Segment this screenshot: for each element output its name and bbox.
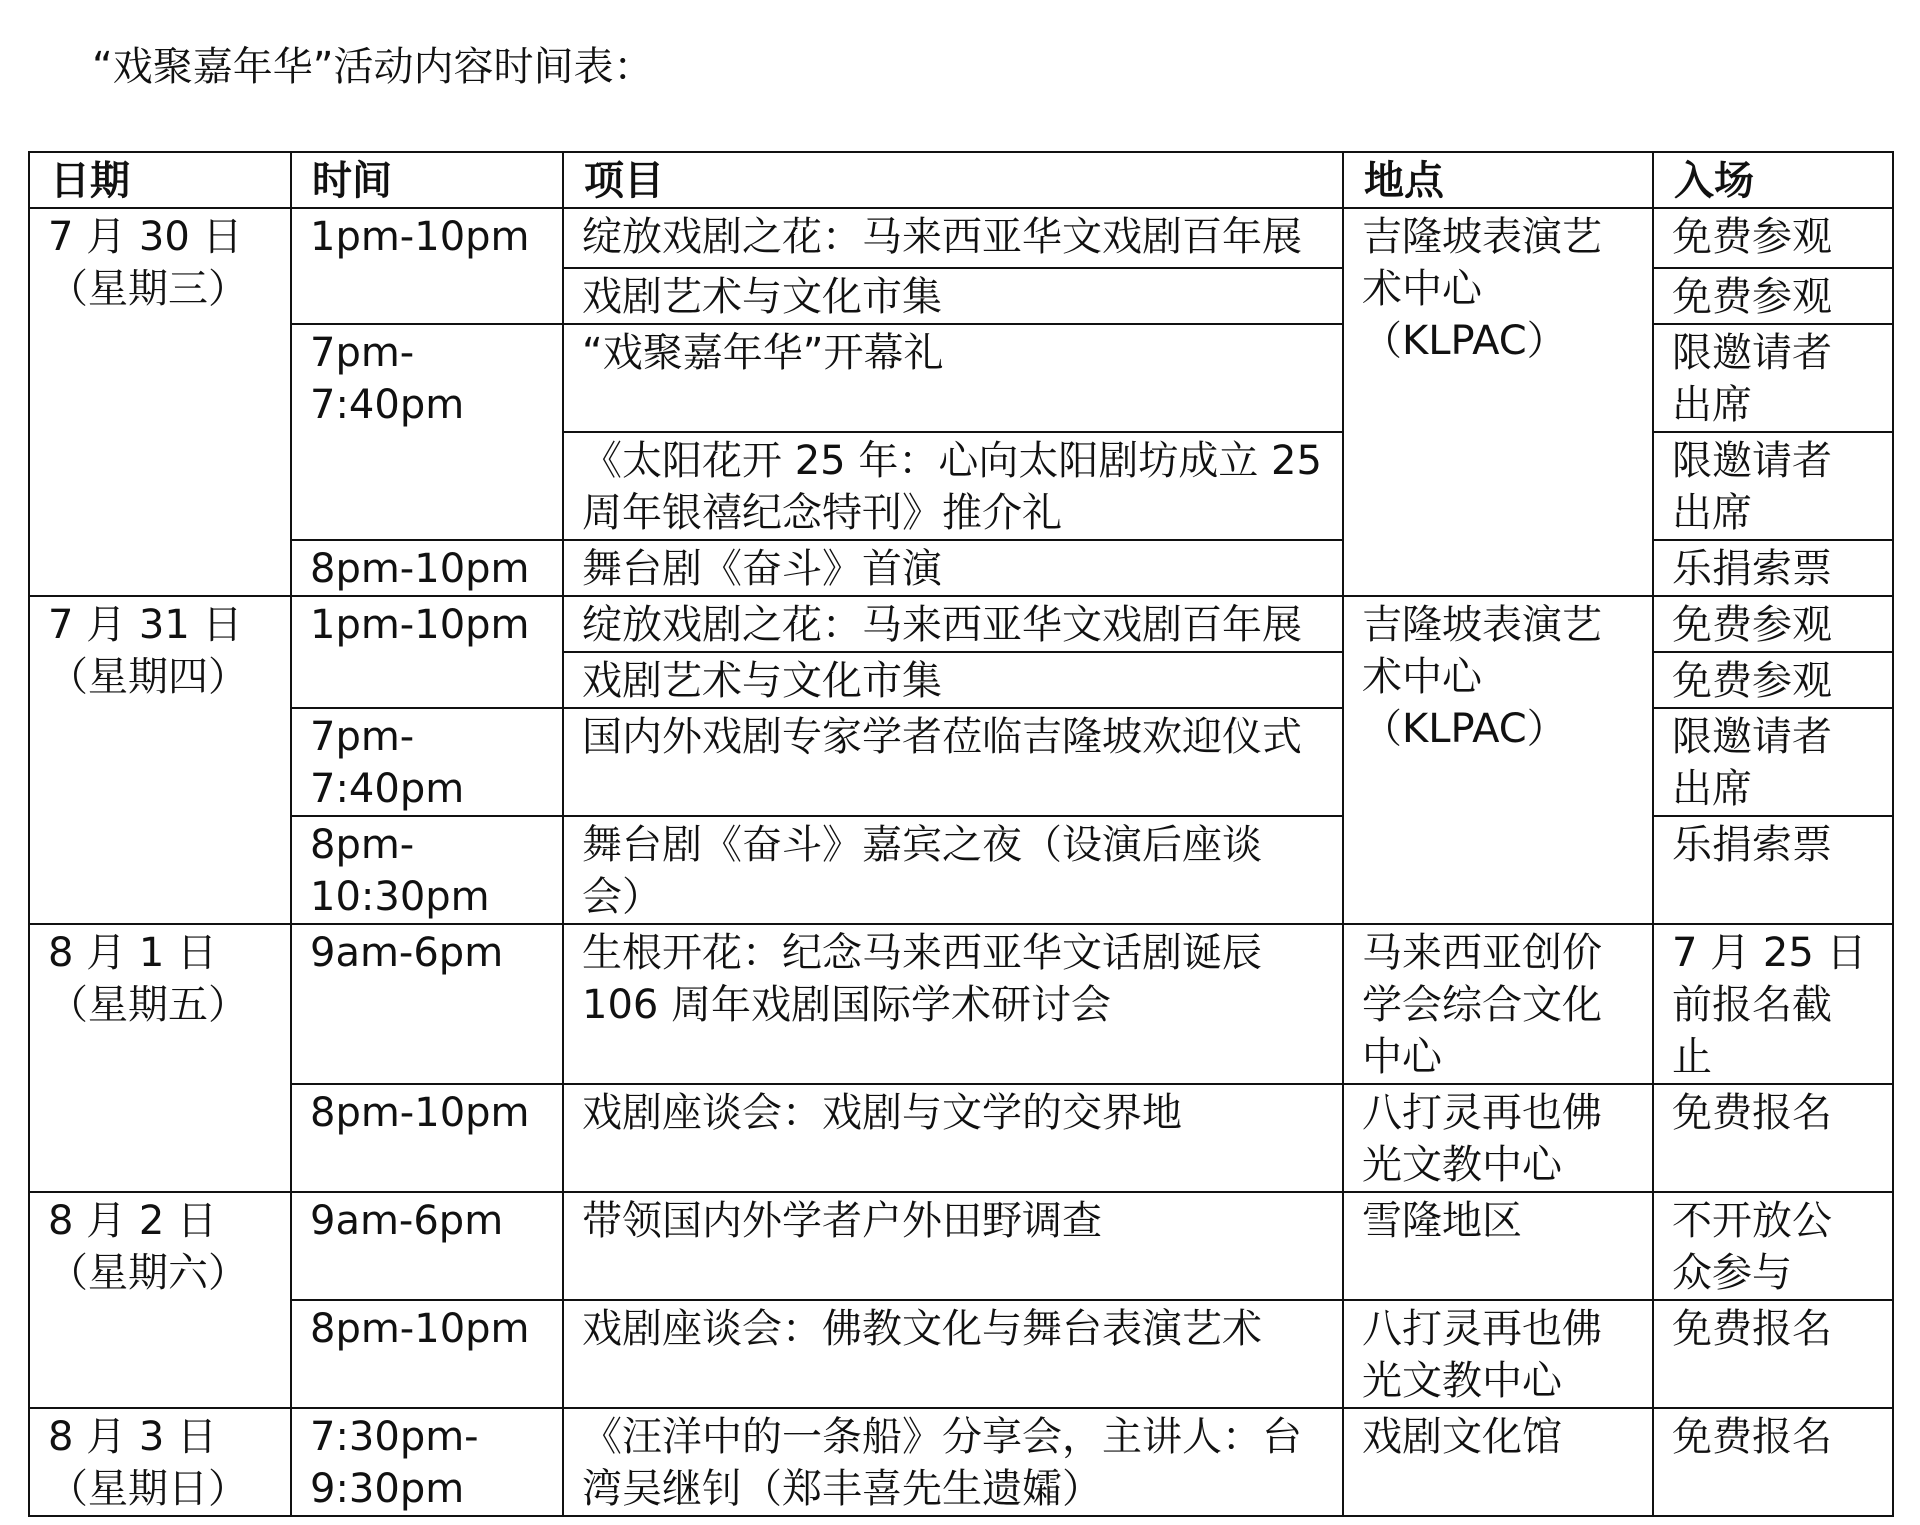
date-cell — [29, 1192, 291, 1408]
venue-cell — [1343, 596, 1653, 924]
time-cell: 8pm-10pm — [291, 1084, 563, 1192]
item-cell: 戏剧座谈会：戏剧与文学的交界地 — [563, 1084, 1343, 1192]
header-time: 时间 — [291, 152, 563, 208]
item-cell — [563, 1408, 1343, 1516]
time-cell: 9am-6pm — [291, 924, 563, 1084]
admission-text: 不开放公 — [1672, 1198, 1832, 1244]
item-cell — [563, 208, 1343, 268]
admission-text: 前报名截 — [1672, 982, 1832, 1028]
time-cell: 1pm-10pm — [291, 596, 563, 708]
admission-cell: 免费参观 — [1653, 268, 1893, 324]
venue-cell: 戏剧文化馆 — [1343, 1408, 1653, 1516]
admission-text: 限邀请者 — [1672, 330, 1832, 376]
admission-cell — [1653, 708, 1893, 816]
venue-text: 术中心 — [1362, 654, 1482, 700]
admission-text: 出席 — [1672, 382, 1752, 428]
admission-cell: 免费报名 — [1653, 1084, 1893, 1192]
item-text: 《太阳花开 25 年：心向太阳剧坊成立 25 — [582, 438, 1322, 484]
venue-text: 光文教中心 — [1362, 1142, 1562, 1188]
venue-cell — [1343, 924, 1653, 1084]
time-cell: 9am-6pm — [291, 1192, 563, 1300]
admission-cell — [1653, 924, 1893, 1084]
admission-text: 限邀请者 — [1672, 438, 1832, 484]
admission-text: 止 — [1672, 1034, 1712, 1080]
table-row — [29, 1084, 1893, 1192]
weekday-text: （星期五） — [48, 982, 248, 1028]
item-cell: 带领国内外学者户外田野调查 — [563, 1192, 1343, 1300]
venue-text: 吉隆坡表演艺 — [1362, 214, 1602, 260]
date-text: 7 月 31 日 — [48, 602, 243, 648]
date-text: 8 月 2 日 — [48, 1198, 218, 1244]
item-text: 国内外戏剧专家学者莅临吉隆坡欢迎仪式 — [582, 714, 1302, 760]
weekday-text: （星期日） — [48, 1466, 248, 1512]
time-text: 9:30pm — [310, 1466, 465, 1512]
date-cell — [29, 208, 291, 596]
venue-text: 中心 — [1362, 1034, 1442, 1080]
venue-cell — [1343, 1300, 1653, 1408]
admission-cell: 免费参观 — [1653, 596, 1893, 652]
admission-cell: 免费报名 — [1653, 1300, 1893, 1408]
admission-cell: 乐捐索票 — [1653, 540, 1893, 596]
venue-text: 术中心 — [1362, 266, 1482, 312]
item-cell — [563, 924, 1343, 1084]
time-text: 7:30pm- — [310, 1414, 479, 1460]
table-row — [29, 1192, 1893, 1300]
venue-text: 吉隆坡表演艺 — [1362, 602, 1602, 648]
date-cell — [29, 924, 291, 1192]
item-text: 106 周年戏剧国际学术研讨会 — [582, 982, 1112, 1028]
venue-cell — [1343, 208, 1653, 596]
schedule-table — [28, 151, 1894, 1517]
date-cell — [29, 1408, 291, 1516]
table-row — [29, 924, 1893, 1084]
admission-cell — [1653, 324, 1893, 432]
item-text: 会） — [582, 874, 662, 920]
time-cell — [291, 1408, 563, 1516]
item-text: 绽放戏剧之花：马来西亚华文戏剧百年展 — [582, 214, 1302, 260]
admission-cell: 免费参观 — [1653, 208, 1893, 268]
admission-text: 7 月 25 日 — [1672, 930, 1867, 976]
venue-text: （KLPAC） — [1362, 706, 1567, 752]
item-cell — [563, 816, 1343, 924]
item-text: 湾吴继钊（郑丰喜先生遗孀） — [582, 1466, 1102, 1512]
item-text: 生根开花：纪念马来西亚华文话剧诞辰 — [582, 930, 1262, 976]
venue-text: 光文教中心 — [1362, 1358, 1562, 1404]
table-row — [29, 1300, 1893, 1408]
time-cell: 7pm-7:40pm — [291, 708, 563, 816]
time-cell: 8pm-10pm — [291, 540, 563, 596]
admission-cell: 免费报名 — [1653, 1408, 1893, 1516]
date-text: 7 月 30 日 — [48, 214, 243, 260]
header-admission: 入场 — [1653, 152, 1893, 208]
date-cell — [29, 596, 291, 924]
item-cell: 舞台剧《奋斗》首演 — [563, 540, 1343, 596]
header-date: 日期 — [29, 152, 291, 208]
time-cell: 8pm-10pm — [291, 1300, 563, 1408]
item-text: 绽放戏剧之花：马来西亚华文戏剧百年展 — [582, 602, 1302, 648]
item-cell — [563, 596, 1343, 652]
admission-text: 众参与 — [1672, 1250, 1792, 1296]
item-cell: 戏剧座谈会：佛教文化与舞台表演艺术 — [563, 1300, 1343, 1408]
weekday-text: （星期六） — [48, 1250, 248, 1296]
table-row — [29, 1408, 1893, 1516]
admission-text: 限邀请者 — [1672, 714, 1832, 760]
venue-text: 学会综合文化 — [1362, 982, 1602, 1028]
date-text: 8 月 1 日 — [48, 930, 218, 976]
venue-cell — [1343, 1084, 1653, 1192]
admission-text: 出席 — [1672, 766, 1752, 812]
venue-text: （KLPAC） — [1362, 318, 1567, 364]
header-venue: 地点 — [1343, 152, 1653, 208]
item-text: 《汪洋中的一条船》分享会，主讲人：台 — [582, 1414, 1302, 1460]
weekday-text: （星期四） — [48, 654, 248, 700]
venue-text: 八打灵再也佛 — [1362, 1306, 1602, 1352]
admission-cell — [1653, 1192, 1893, 1300]
item-cell: 戏剧艺术与文化市集 — [563, 268, 1343, 324]
venue-text: 马来西亚创价 — [1362, 930, 1602, 976]
item-cell: 戏剧艺术与文化市集 — [563, 652, 1343, 708]
date-text: 8 月 3 日 — [48, 1414, 218, 1460]
item-cell: “戏聚嘉年华”开幕礼 — [563, 324, 1343, 432]
time-cell: 1pm-10pm — [291, 208, 563, 324]
admission-cell: 免费参观 — [1653, 652, 1893, 708]
time-cell: 8pm-10:30pm — [291, 816, 563, 924]
item-text: 舞台剧《奋斗》嘉宾之夜（设演后座谈 — [582, 822, 1262, 868]
admission-cell — [1653, 432, 1893, 540]
time-cell: 7pm-7:40pm — [291, 324, 563, 540]
document-title: “戏聚嘉年华”活动内容时间表： — [92, 44, 654, 90]
venue-text: 八打灵再也佛 — [1362, 1090, 1602, 1136]
venue-cell: 雪隆地区 — [1343, 1192, 1653, 1300]
item-cell — [563, 432, 1343, 540]
table-row — [29, 208, 1893, 268]
table-row — [29, 596, 1893, 652]
item-cell — [563, 708, 1343, 816]
weekday-text: （星期三） — [48, 266, 248, 312]
item-text: 周年银禧纪念特刊》推介礼 — [582, 490, 1062, 536]
admission-cell: 乐捐索票 — [1653, 816, 1893, 924]
admission-text: 出席 — [1672, 490, 1752, 536]
header-item: 项目 — [563, 152, 1343, 208]
header-row — [29, 152, 1893, 208]
